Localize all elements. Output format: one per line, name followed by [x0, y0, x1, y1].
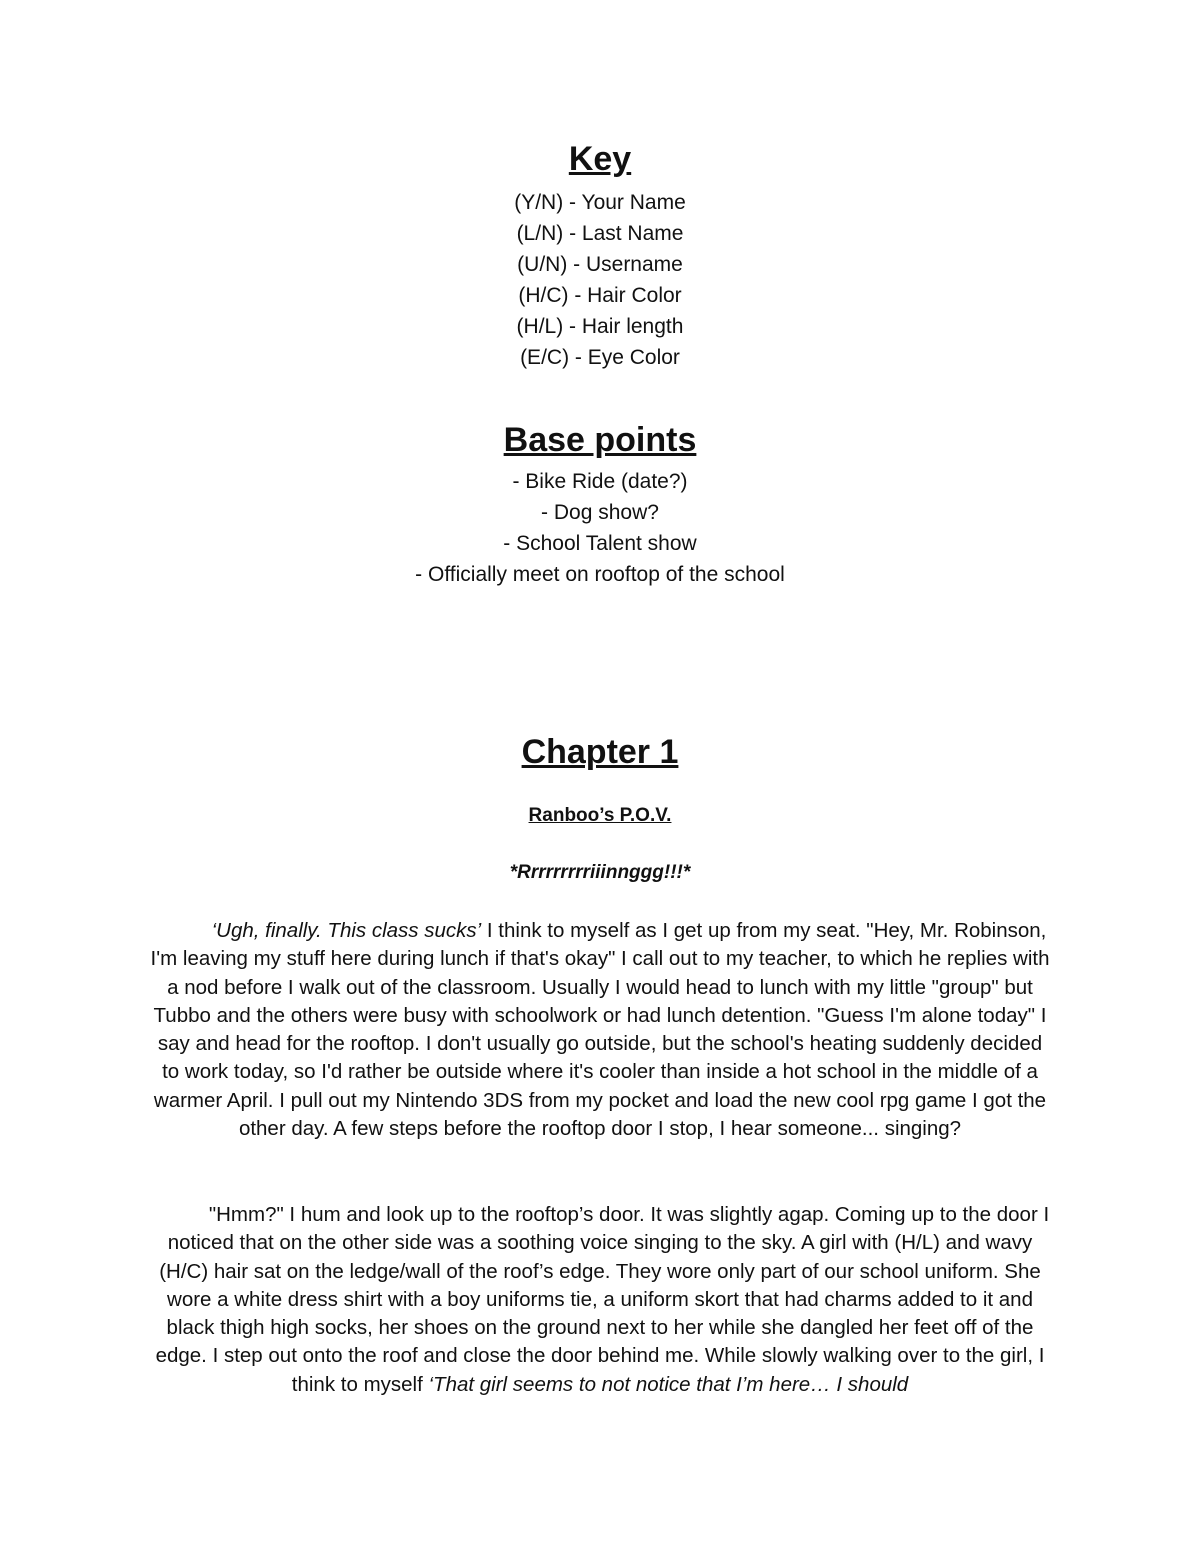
key-item: (H/L) - Hair length [516, 315, 684, 338]
base-point-item: - Dog show? [541, 501, 659, 524]
base-point-item: - Bike Ride (date?) [512, 470, 688, 493]
paragraph-text: I think to myself as I get up from my seat. "Hey, Mr. Robinson, I'm leaving my stuff here during lunch if that's okay" I call out to my teacher, to which he replies with a nod before I walk out of the classroom. Usually I would head to lunch with my little "group" but Tubbo and the others were busy with schoolwork or had lunch detention. "Guess I'm alone today" I say and head for the rooftop. I don't usually go outside, but the school's heating suddenly decided to work today, so I'd rather be outside where it's cooler than inside a hot school in the middle of a warmer April. I pull out my Nintendo 3DS from my pocket and load the new cool rpg game I got the other day. A few steps before the rooftop door I stop, I hear someone... singing? [150, 919, 1050, 1141]
inner-thought: ‘That girl seems to not notice that I’m here… I should [428, 1372, 909, 1396]
base-points-heading: Base points [503, 421, 697, 459]
inner-thought: ‘Ugh, finally. This class sucks’ [211, 919, 482, 942]
base-points-list [150, 466, 1050, 590]
document-page [150, 0, 1050, 1553]
key-item: (Y/N) - Your Name [514, 191, 686, 214]
key-heading: Key [568, 140, 632, 178]
paragraph-text: "Hmm?" I hum and look up to the rooftop’s door. It was slightly agap. Coming up to the door I noticed that on the other side was a soothing voice singing to the sky. A girl with (H/L) and wavy (H/C) hair sat on the ledge/wall of the roof’s edge. They wore only part of our school uniform. She wore a white dress shirt with a boy uniforms tie, a uniform skort that had charms added to it and black thigh high socks, her shoes on the ground next to her while she dangled her feet off of the edge. I step out onto the roof and close the door behind me. While slowly walking over to the girl, I think to myself [155, 1203, 1050, 1396]
key-item: (L/N) - Last Name [516, 222, 684, 245]
key-list [150, 187, 1050, 373]
key-item: (E/C) - Eye Color [520, 346, 680, 369]
key-item: (U/N) - Username [517, 253, 683, 276]
base-point-item: - Officially meet on rooftop of the school [415, 563, 785, 586]
base-point-item: - School Talent show [503, 532, 697, 555]
chapter-heading: Chapter 1 [521, 733, 679, 771]
sound-effect: *Rrrrrrrrriiinnggg!!!* [509, 862, 691, 883]
pov-subheading: Ranboo’s P.O.V. [528, 805, 672, 826]
key-item: (H/C) - Hair Color [518, 284, 682, 307]
story-paragraph-1 [150, 917, 1050, 1143]
story-paragraph-2 [150, 1201, 1050, 1399]
